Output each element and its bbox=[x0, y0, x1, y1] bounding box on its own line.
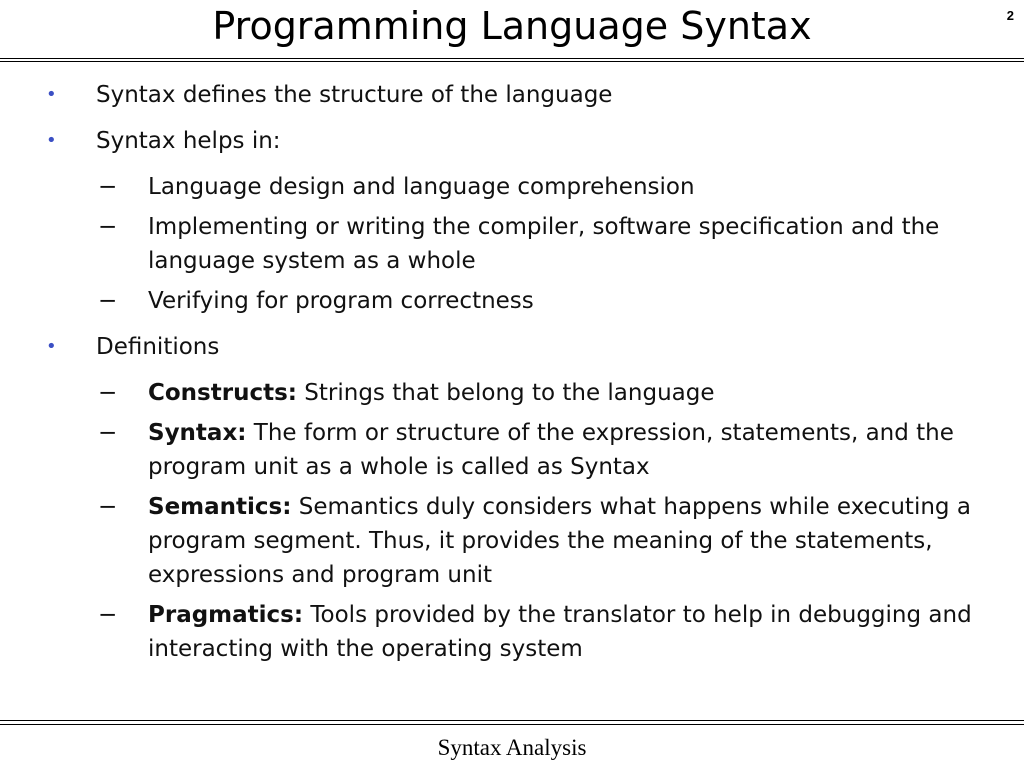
slide-footer: Syntax Analysis bbox=[437, 735, 587, 760]
bullet-item bbox=[0, 78, 1024, 112]
sub-item-text: Language design and language comprehension bbox=[148, 174, 695, 200]
definition-term: Syntax: bbox=[148, 420, 247, 446]
sub-item bbox=[0, 416, 1024, 484]
sub-item bbox=[0, 376, 1024, 410]
bullet-item bbox=[0, 330, 1024, 364]
page-number: 2 bbox=[1006, 8, 1014, 23]
bullet-text: Syntax defines the structure of the language bbox=[96, 82, 613, 108]
footer-rule-top bbox=[0, 720, 1024, 721]
sub-item bbox=[0, 170, 1024, 204]
dash-marker: − bbox=[98, 174, 118, 200]
sub-item-text: Verifying for program correctness bbox=[148, 288, 534, 314]
sub-list bbox=[0, 170, 1024, 318]
sub-item bbox=[0, 490, 1024, 592]
dash-marker: − bbox=[98, 380, 118, 406]
sub-item bbox=[0, 598, 1024, 666]
sub-item-text: Implementing or writing the compiler, software specification and the language system as a whole bbox=[148, 214, 940, 274]
slide-content bbox=[0, 78, 1024, 678]
bullet-marker: • bbox=[46, 130, 57, 151]
dash-marker: − bbox=[98, 420, 118, 446]
footer-rule-bottom bbox=[0, 724, 1024, 725]
dash-marker: − bbox=[98, 288, 118, 314]
dash-marker: − bbox=[98, 602, 118, 628]
definition-term: Semantics: bbox=[148, 494, 292, 520]
bullet-marker: • bbox=[46, 84, 57, 105]
bullet-marker: • bbox=[46, 336, 57, 357]
definition-text: The form or structure of the expression, statements, and the program unit as a whole is called as Syntax bbox=[148, 420, 954, 480]
header-rule-bottom bbox=[0, 61, 1024, 62]
header-rule-top bbox=[0, 58, 1024, 59]
definition-text: Tools provided by the translator to help in debugging and interacting with the operating system bbox=[148, 602, 972, 662]
definition-term: Pragmatics: bbox=[148, 602, 304, 628]
slide-title: Programming Language Syntax bbox=[212, 4, 812, 48]
sub-item bbox=[0, 284, 1024, 318]
definition-term: Constructs: bbox=[148, 380, 297, 406]
bullet-text: Syntax helps in: bbox=[96, 128, 281, 154]
definition-text: Semantics duly considers what happens while executing a program segment. Thus, it provides the meaning of the statements, expressions and program unit bbox=[148, 494, 971, 588]
sub-list bbox=[0, 376, 1024, 666]
bullet-item bbox=[0, 124, 1024, 158]
bullet-text: Definitions bbox=[96, 334, 220, 360]
sub-item bbox=[0, 210, 1024, 278]
dash-marker: − bbox=[98, 494, 118, 520]
dash-marker: − bbox=[98, 214, 118, 240]
definition-text: Strings that belong to the language bbox=[296, 380, 715, 406]
